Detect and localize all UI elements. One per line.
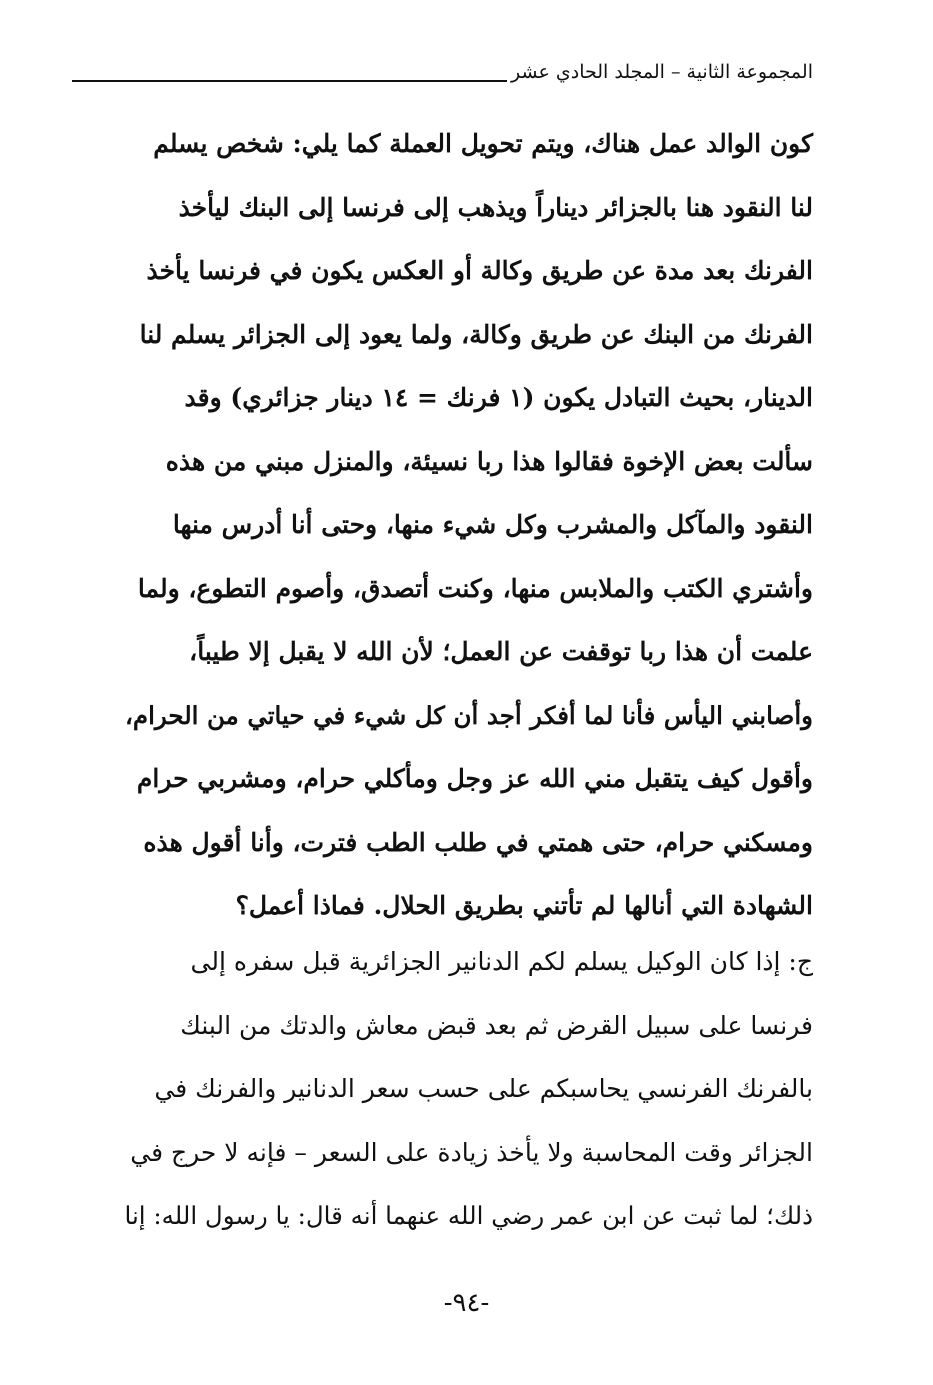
text-line: وأقول كيف يتقبل مني الله عز وجل ومأكلي حرام، ومشربي حرام xyxy=(136,764,813,793)
text-line: كون الوالد عمل هناك، ويتم تحويل العملة كما يلي: شخص يسلم xyxy=(153,129,813,158)
text-line: ذلك؛ لما ثبت عن ابن عمر رضي الله عنهما أنه قال: يا رسول الله: إنا xyxy=(124,1201,813,1230)
text-line: الشهادة التي أنالها لم تأتني بطريق الحلال. فماذا أعمل؟ xyxy=(235,891,813,920)
page-number: -٩٤- xyxy=(443,1288,490,1318)
text-line: وأشتري الكتب والملابس منها، وكنت أتصدق، وأصوم التطوع، ولما xyxy=(137,573,813,603)
question-paragraph xyxy=(123,112,813,938)
text-line: بالفرنك الفرنسي يحاسبكم على حسب سعر الدنانير والفرنك في xyxy=(154,1074,813,1103)
text-line: الفرنك بعد مدة عن طريق وكالة أو العكس يكون في فرنسا يأخذ xyxy=(146,256,813,285)
text-line: الدينار، بحيث التبادل يكون (١ فرنك = ١٤ دينار جزائري) وقد xyxy=(184,383,813,412)
text-line: فرنسا على سبيل القرض ثم بعد قبض معاش والدتك من البنك xyxy=(180,1010,813,1040)
text-line: ومسكني حرام، حتى همتي في طلب الطب فترت، وأنا أقول هذه xyxy=(143,827,813,857)
text-line: الجزائر وقت المحاسبة ولا يأخذ زيادة على السعر – فإنه لا حرج في xyxy=(130,1137,813,1167)
text-line: علمت أن هذا ربا توقفت عن العمل؛ لأن الله لا يقبل إلا طيباً، xyxy=(189,637,813,666)
text-line: الفرنك من البنك عن طريق وكالة، ولما يعود إلى الجزائر يسلم لنا xyxy=(139,319,813,349)
text-line: ج: إذا كان الوكيل يسلم لكم الدنانير الجزائرية قبل سفره إلى xyxy=(190,947,813,976)
text-line: سألت بعض الإخوة فقالوا هذا ربا نسيئة، والمنزل مبني من هذه xyxy=(165,446,813,476)
text-line: لنا النقود هنا بالجزائر ديناراً ويذهب إلى فرنسا إلى البنك ليأخذ xyxy=(178,192,813,222)
text-line: وأصابني اليأس فأنا لما أفكر أجد أن كل شيء في حياتي من الحرام، xyxy=(125,700,813,730)
running-header: المجموعة الثانية – المجلد الحادي عشر xyxy=(511,61,813,83)
answer-paragraph xyxy=(123,930,813,1248)
header-rule xyxy=(72,80,507,82)
text-line: النقود والمآكل والمشرب وكل شيء منها، وحتى أنا أدرس منها xyxy=(172,510,813,539)
